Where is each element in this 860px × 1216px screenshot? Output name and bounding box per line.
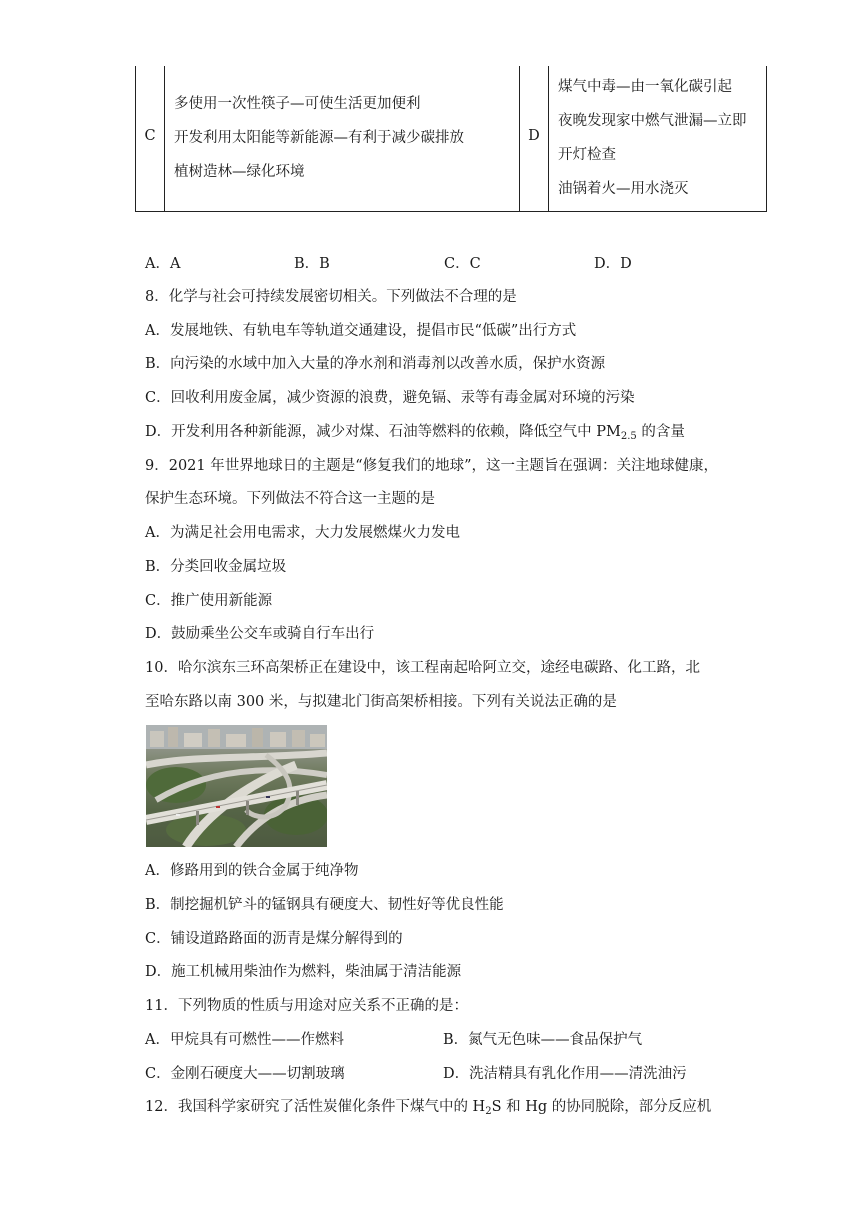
q9-option-a: A．为满足社会用电需求，大力发展燃煤火力发电	[145, 525, 460, 541]
table-cell-letter-d: D	[528, 128, 540, 144]
q12-stem	[145, 1096, 711, 1118]
q9-option-b: B．分类回收金属垃圾	[145, 559, 287, 575]
table-divider	[548, 66, 549, 212]
q11-stem: 11．下列物质的性质与用途对应关系不正确的是：	[145, 998, 468, 1014]
q11-option-d: D．洗洁精具有乳化作用——清洗油污	[443, 1066, 687, 1082]
overpass-photo	[146, 725, 327, 847]
q8-option-d	[145, 421, 685, 443]
table-cell-line: 夜晚发现家中燃气泄漏—立即	[558, 113, 747, 129]
table-cell-line: 多使用一次性筷子—可使生活更加便利	[174, 96, 421, 112]
q10-stem-line1: 10．哈尔滨东三环高架桥正在建设中，该工程南起哈阿立交，途经电碳路、化工路，北	[145, 660, 700, 676]
q10-option-a: A．修路用到的铁合金属于纯净物	[145, 863, 359, 879]
q8-option-c: C．回收利用废金属，减少资源的浪费，避免镉、汞等有毒金属对环境的污染	[145, 390, 635, 406]
h2s-subscript: 2	[485, 1106, 492, 1117]
q9-option-c: C．推广使用新能源	[145, 593, 273, 609]
overpass-illustration	[146, 725, 327, 847]
q8-option-a: A．发展地铁、有轨电车等轨道交通建设，提倡市民“低碳”出行方式	[145, 323, 577, 339]
q7-option-a: A．A	[145, 256, 181, 272]
table-cell-line: 植树造林—绿化环境	[174, 164, 305, 180]
table-border-bottom	[135, 211, 767, 212]
q12-stem-tail: S 和 Hg 的协同脱除，部分反应机	[491, 1099, 712, 1115]
table-border-right	[766, 66, 767, 212]
table-divider	[164, 66, 165, 212]
q8-option-b: B．向污染的水域中加入大量的净水剂和消毒剂以改善水质，保护水资源	[145, 356, 606, 372]
q9-option-d: D．鼓励乘坐公交车或骑自行车出行	[145, 626, 375, 642]
q11-option-b: B．氮气无色味——食品保护气	[443, 1032, 643, 1048]
q10-option-d: D．施工机械用柴油作为燃料，柴油属于清洁能源	[145, 964, 462, 980]
options-table	[135, 66, 767, 212]
q7-option-d: D．D	[594, 256, 632, 272]
q7-option-b: B．B	[294, 256, 330, 272]
q7-option-c: C．C	[444, 256, 481, 272]
q8-option-d-tail: 的含量	[636, 424, 685, 440]
q11-option-a: A．甲烷具有可燃性——作燃料	[145, 1032, 344, 1048]
table-cell-line: 煤气中毒—由一氧化碳引起	[558, 79, 732, 95]
table-cell-letter-c: C	[144, 128, 156, 144]
table-cell-line: 开发利用太阳能等新能源—有利于减少碳排放	[174, 130, 464, 146]
table-cell-line: 开灯检查	[558, 147, 616, 163]
q10-stem-line2: 至哈东路以南 300 米，与拟建北门街高架桥相接。下列有关说法正确的是	[145, 694, 617, 710]
q10-option-c: C．铺设道路路面的沥青是煤分解得到的	[145, 931, 403, 947]
q8-stem: 8．化学与社会可持续发展密切相关。下列做法不合理的是	[145, 289, 517, 305]
q8-option-d-text: D．开发利用各种新能源，减少对煤、石油等燃料的依赖，降低空气中 PM	[145, 424, 621, 440]
q10-option-b: B．制挖掘机铲斗的锰钢具有硬度大、韧性好等优良性能	[145, 897, 504, 913]
q12-stem-text: 12．我国科学家研究了活性炭催化条件下煤气中的 H	[145, 1099, 486, 1115]
q11-option-c: C．金刚石硬度大——切割玻璃	[145, 1066, 345, 1082]
q9-stem-line2: 保护生态环境。下列做法不符合这一主题的是	[145, 491, 435, 507]
q9-stem-line1: 9．2021 年世界地球日的主题是“修复我们的地球”，这一主题旨在强调：关注地球健康，	[145, 458, 719, 474]
table-cell-d-content	[558, 70, 747, 206]
table-cell-line: 油锅着火—用水浇灭	[558, 181, 689, 197]
table-cell-c-content	[174, 87, 464, 189]
pm-subscript: 2.5	[620, 431, 637, 442]
